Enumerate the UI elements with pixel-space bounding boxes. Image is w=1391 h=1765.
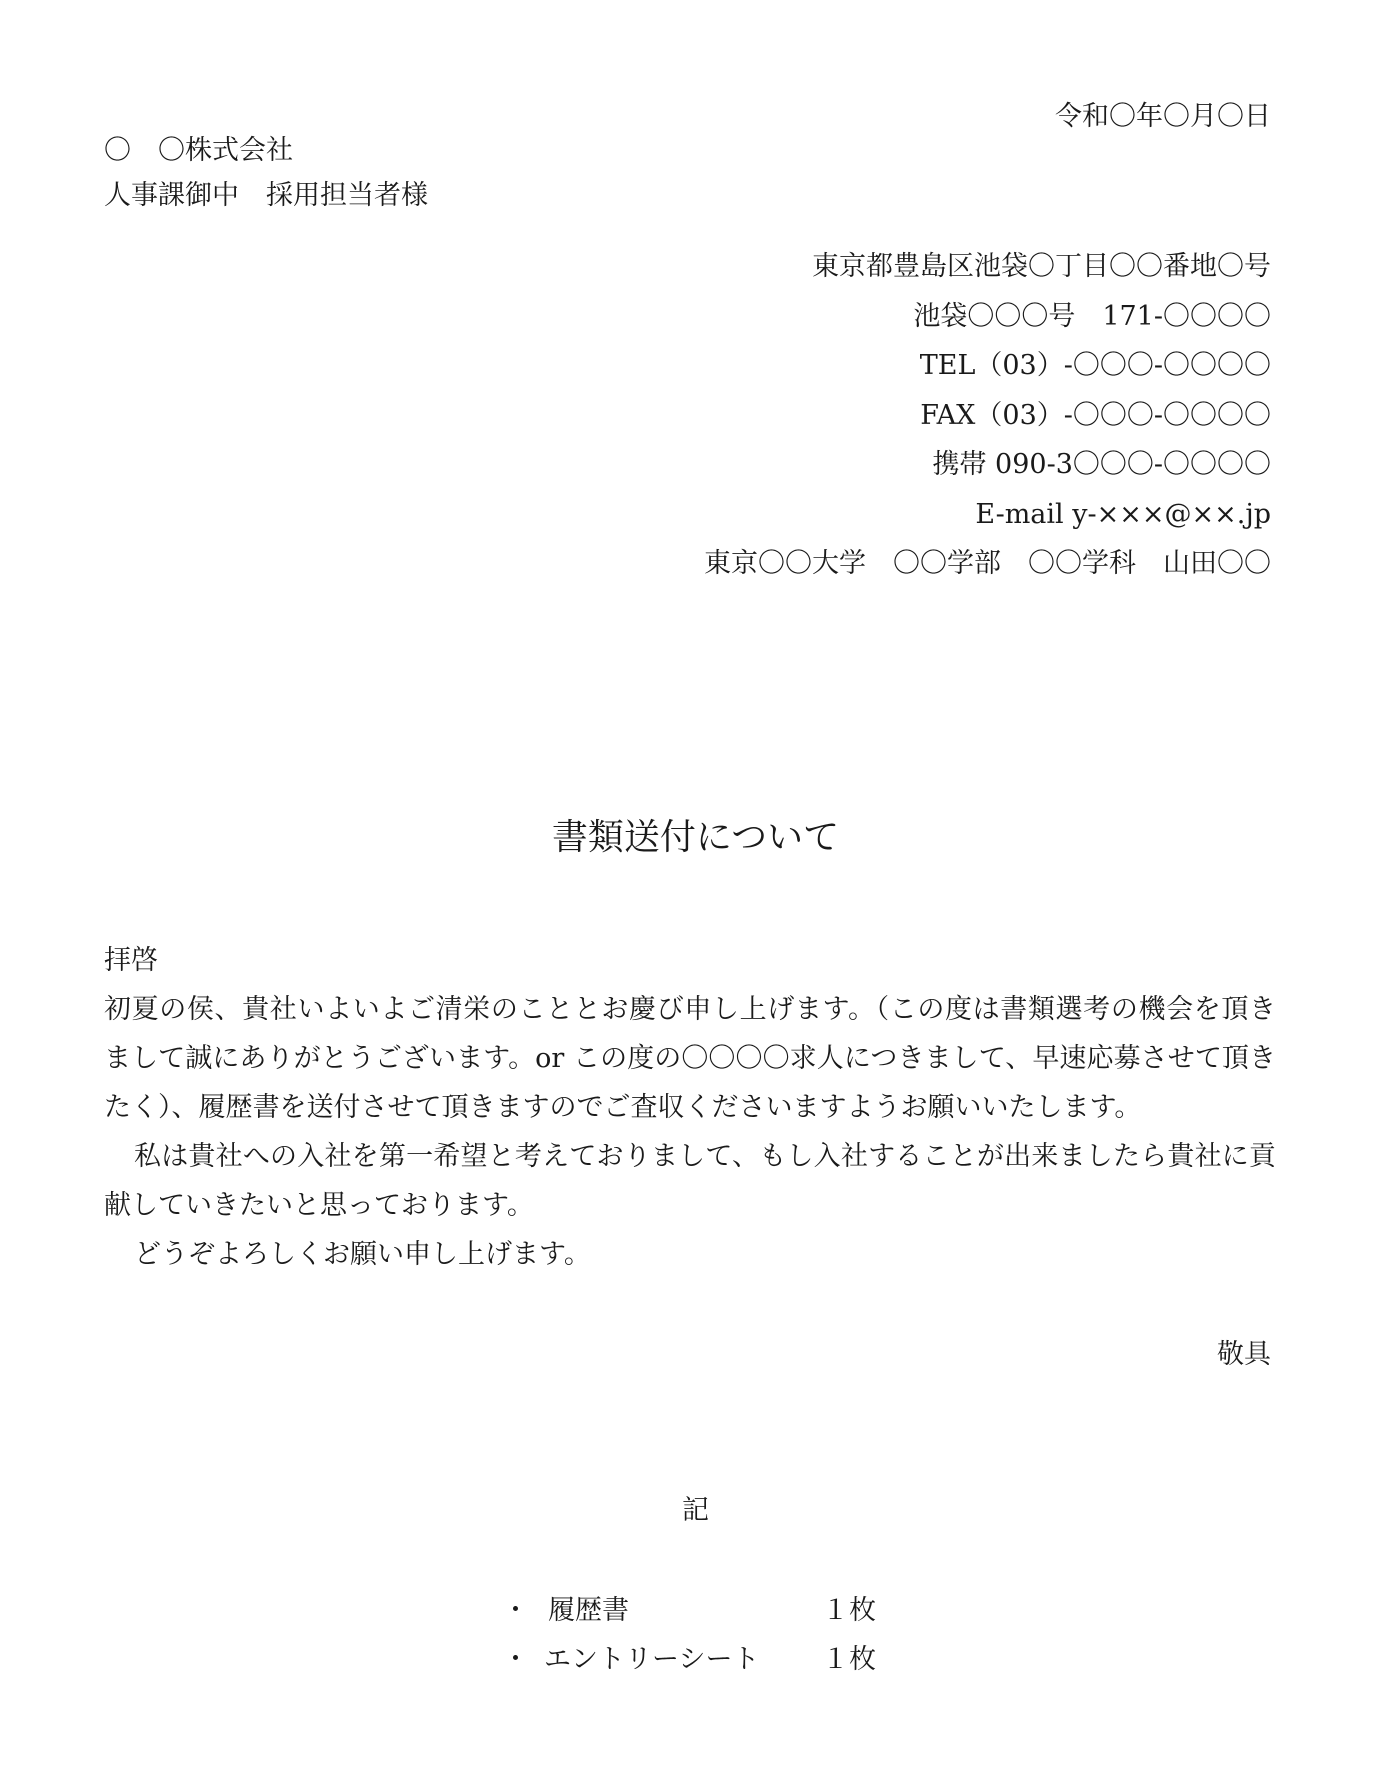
sender-fax: FAX（03）-〇〇〇-〇〇〇〇 xyxy=(920,400,1271,431)
sender-tel: TEL（03）-〇〇〇-〇〇〇〇 xyxy=(919,350,1271,381)
closing-word: 敬具 xyxy=(1217,1339,1271,1370)
ki-heading: 記 xyxy=(682,1495,709,1526)
sender-school-name: 東京〇〇大学 〇〇学部 〇〇学科 山田〇〇 xyxy=(704,548,1271,579)
letter-date: 令和〇年〇月〇日 xyxy=(1055,101,1271,132)
enclosure-qty: １枚 xyxy=(822,1644,876,1675)
letter-body xyxy=(104,985,1276,1279)
sender-email: E-mail y-×××@××.jp xyxy=(975,499,1271,530)
recipient-person: 人事課御中 採用担当者様 xyxy=(104,180,428,211)
letter-title: 書類送付について xyxy=(551,817,840,858)
sender-address-line1: 東京都豊島区池袋〇丁目〇〇番地〇号 xyxy=(812,251,1271,282)
enclosure-name: 履歴書 xyxy=(548,1595,629,1626)
sender-mobile: 携帯 090-3〇〇〇-〇〇〇〇 xyxy=(932,449,1271,480)
recipient-company: 〇 〇株式会社 xyxy=(104,135,293,166)
sender-address-line2: 池袋〇〇〇号 171-〇〇〇〇 xyxy=(913,301,1271,332)
body-paragraph-3: どうぞよろしくお願い申し上げます。 xyxy=(134,1239,591,1270)
enclosure-name: エントリーシート xyxy=(544,1644,760,1675)
opening-salutation: 拝啓 xyxy=(104,945,158,976)
body-paragraph-1: 初夏の侯、貴社いよいよご清栄のこととお慶び申し上げます。（この度は書類選考の機会を頂きまして誠にありがとうございます。or この度の〇〇〇〇求人につきまして、早速応募させて頂きたく）、履歴書を送付させて頂きますのでご査収くださいますようお願いいたします。 xyxy=(104,994,1276,1123)
enclosure-qty: １枚 xyxy=(822,1595,876,1626)
body-paragraph-2: 私は貴社への入社を第一希望と考えておりまして、もし入社することが出来ましたら貴社に貢献していきたいと思っております。 xyxy=(104,1141,1276,1221)
enclosure-bullet: ・ xyxy=(502,1595,529,1626)
enclosure-bullet: ・ xyxy=(502,1644,529,1675)
